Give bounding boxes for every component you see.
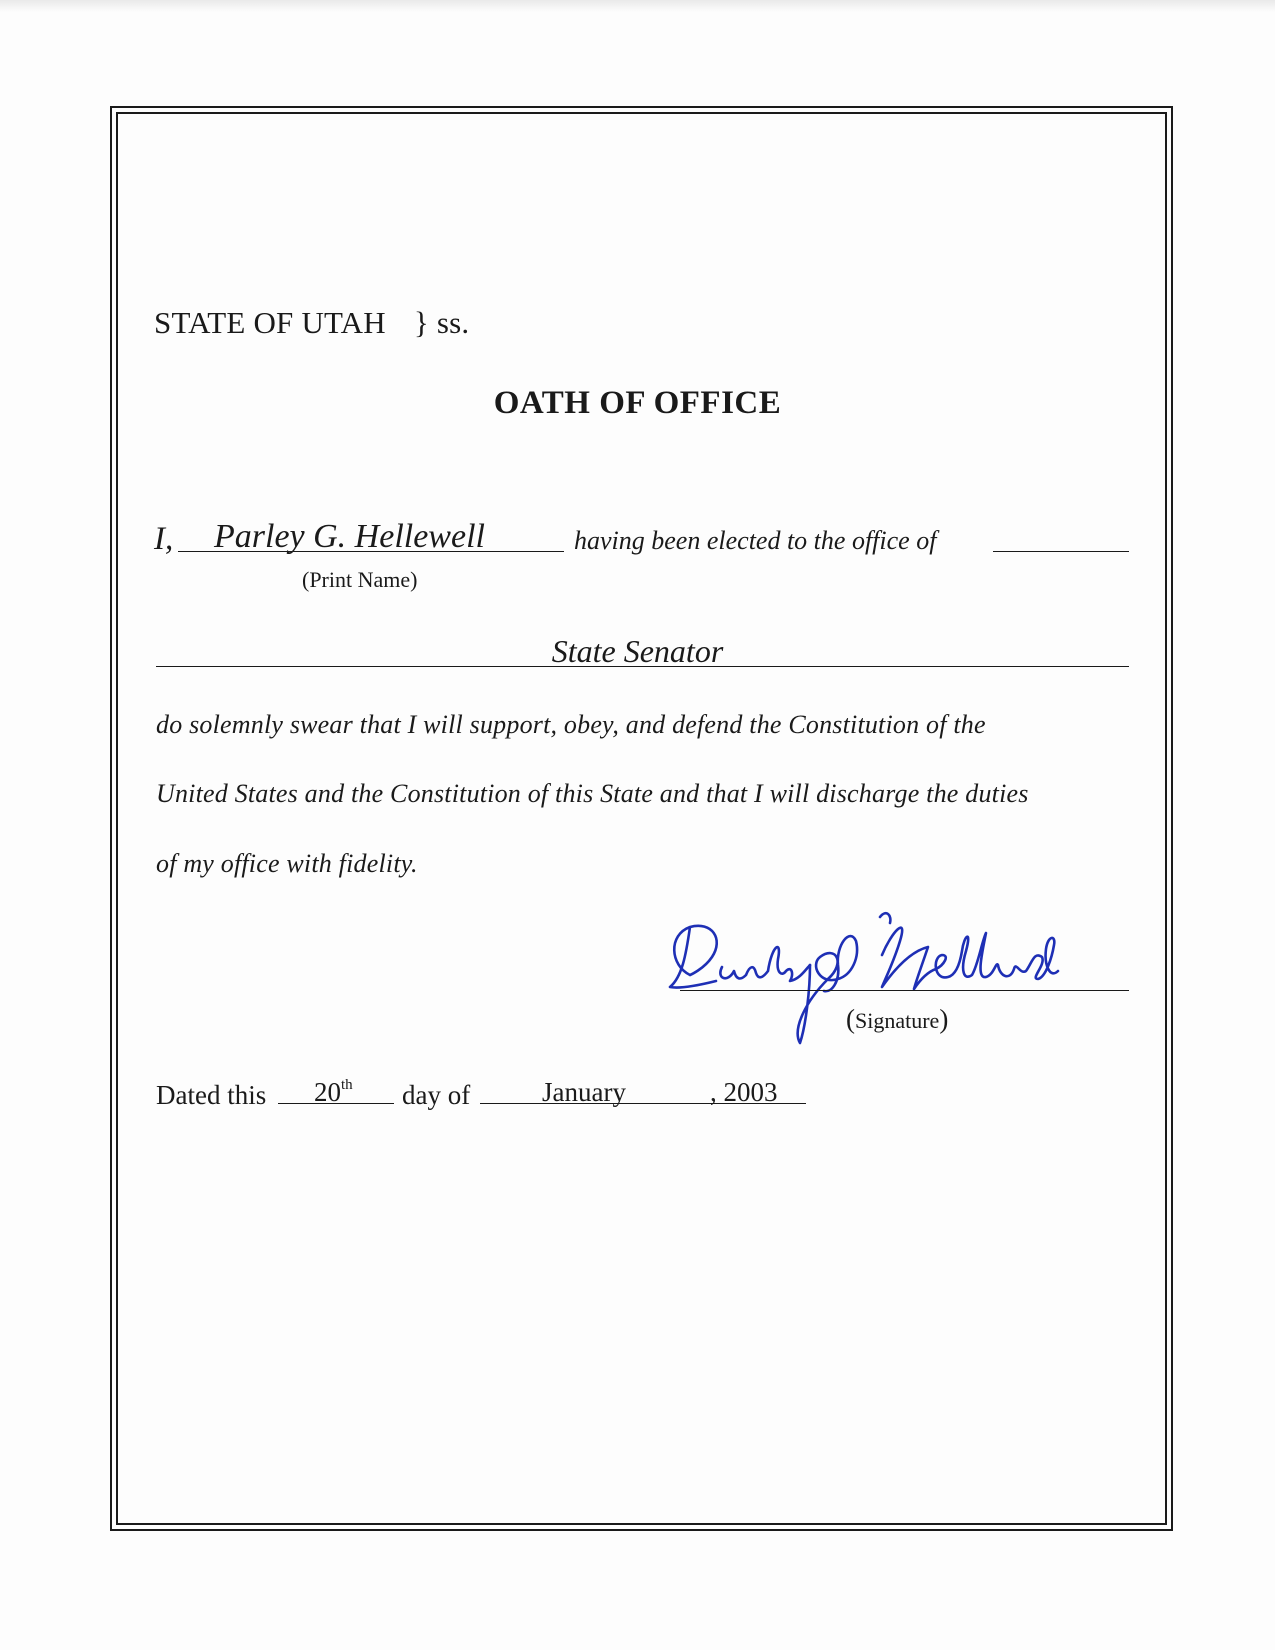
- oath-text-line-2: United States and the Constitution of this State and that I will discharge the duties: [156, 779, 1029, 808]
- print-name-label: (Print Name): [302, 567, 418, 592]
- year-separator: ,: [710, 1077, 717, 1107]
- day-number: 20: [314, 1077, 341, 1107]
- month-value[interactable]: January: [542, 1077, 626, 1107]
- day-suffix: th: [341, 1077, 353, 1093]
- year-value[interactable]: [710, 1077, 778, 1108]
- office-value[interactable]: State Senator: [551, 633, 724, 669]
- oath-text-line-3: of my office with fidelity.: [156, 849, 418, 878]
- ss-abbrev: ss.: [436, 305, 470, 340]
- office-prompt: having been elected to the office of: [574, 526, 937, 555]
- signature-line: [680, 990, 1129, 991]
- signature-label-open: (: [846, 1004, 855, 1034]
- office-field-line-2: [156, 666, 1129, 667]
- document-title: OATH OF OFFICE: [493, 385, 782, 421]
- state-name: STATE OF UTAH: [154, 305, 386, 340]
- print-name-value[interactable]: Parley G. Hellewell: [214, 518, 485, 555]
- scan-edge: [0, 0, 1275, 12]
- office-field-line-1: [993, 551, 1129, 552]
- brace-glyph: }: [413, 305, 429, 340]
- year-number: 2003: [723, 1077, 778, 1107]
- day-value[interactable]: [314, 1077, 353, 1108]
- signature-label: [846, 1004, 948, 1035]
- signature-label-text: Signature: [855, 1008, 940, 1033]
- oath-text-line-1: do solemnly swear that I will support, obey, and defend the Constitution of the: [156, 710, 986, 739]
- oath-prefix: I,: [154, 521, 174, 557]
- day-of-label: day of: [402, 1080, 471, 1110]
- state-venue-line: [154, 305, 469, 341]
- dated-prefix: Dated this: [156, 1080, 267, 1110]
- signature-label-close: ): [939, 1004, 949, 1034]
